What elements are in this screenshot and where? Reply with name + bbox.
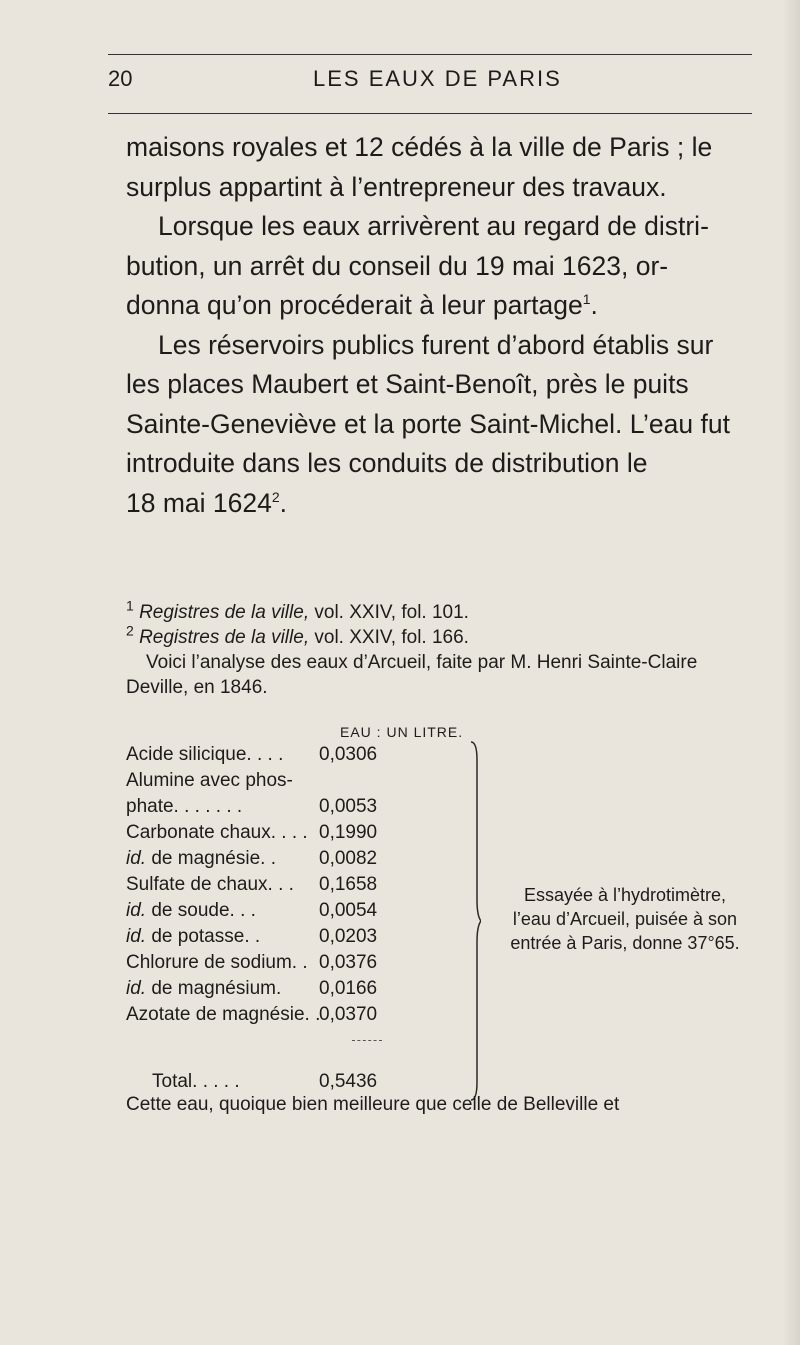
text-line: Lorsque les eaux arrivèrent au regard de distri- <box>158 211 709 241</box>
header-rule-bottom <box>108 113 752 114</box>
analysis-label: Alumine avec phos- <box>126 770 293 791</box>
analysis-value: 0,0166 <box>319 978 378 999</box>
side-note-line: l’eau d’Arcueil, puisée à son <box>512 909 738 929</box>
analysis-label: Azotate de magnésie. . <box>126 1004 321 1025</box>
analysis-row <box>126 846 466 872</box>
analysis-value: 0,0053 <box>319 796 378 817</box>
idem-abbrev: id. <box>126 978 147 999</box>
footnote-ref-text: vol. XXIV, fol. 101. <box>309 602 469 623</box>
text-line: maisons royales et 12 cédés à la ville de Paris ; le <box>126 132 713 162</box>
text-line: 18 mai 1624$^2$. <box>126 487 288 518</box>
idem-abbrev: id. <box>126 900 147 921</box>
analysis-table <box>126 742 466 1028</box>
text-line: introduite dans les conduits de distribution le <box>126 448 648 478</box>
total-value: 0,5436 <box>319 1071 378 1092</box>
total-row <box>152 1071 378 1093</box>
footnote-title: Registres de la ville, <box>139 627 310 648</box>
text-fragment: 18 mai 1624 <box>126 487 272 518</box>
analysis-row <box>126 742 466 768</box>
idem-abbrev: id. <box>126 926 147 947</box>
total-label: Total. . . . . <box>152 1071 240 1092</box>
text-line: surplus appartint à l’entrepreneur des travaux. <box>126 171 667 202</box>
footnote-ref-text: vol. XXIV, fol. 166. <box>309 627 469 648</box>
analysis-row <box>126 768 466 794</box>
continuation-text: Cette eau, quoique bien meilleure que celle de Belleville et <box>126 1094 620 1115</box>
text-line: bution, un arrêt du conseil du 19 mai 1623, or- <box>126 250 669 281</box>
analysis-value: 0,1990 <box>319 822 378 843</box>
footnotes <box>126 597 756 700</box>
text-line: donna qu’on procéderait à leur partage$^1$. <box>126 290 598 320</box>
text-line: Les réservoirs publics furent d’abord établis sur <box>158 329 714 360</box>
analysis-value: 0,0054 <box>319 900 378 921</box>
analysis-label: id. de potasse. . <box>126 926 261 947</box>
footnote-2 <box>126 622 756 650</box>
page-number: 20 <box>108 66 133 91</box>
text-line: les places Maubert et Saint-Benoît, près le puits <box>126 369 689 399</box>
analysis-label: Chlorure de sodium. . <box>126 952 308 973</box>
side-note-line: entrée à Paris, donne 37°65. <box>510 933 740 953</box>
page-header <box>108 66 748 102</box>
analysis-value: 0,1658 <box>319 874 378 895</box>
sum-rule <box>352 1040 382 1041</box>
analysis-row <box>126 820 466 846</box>
analysis-column-header: EAU : UN LITRE. <box>340 724 464 740</box>
analysis-row <box>126 924 466 950</box>
text-fragment: donna qu’on procéderait à leur partage <box>126 290 583 320</box>
analysis-value: 0,0306 <box>319 744 378 765</box>
footnote-mark: 1 <box>126 597 134 614</box>
analysis-row <box>126 950 466 976</box>
footnote-ref: 2 <box>271 488 280 505</box>
analysis-label: id. de soude. . . <box>126 900 256 921</box>
analysis-row <box>126 794 466 820</box>
analysis-label: phate. . . . . . . <box>126 796 243 817</box>
analysis-intro: Voici l’analyse des eaux d’Arcueil, faite par M. Henri Sainte-Claire Deville, en 1846. <box>126 652 698 698</box>
running-title: LES EAUX DE PARIS <box>313 66 562 91</box>
footnote-1 <box>126 597 756 625</box>
analysis-label: Acide silicique. . . . <box>126 744 284 765</box>
analysis-row <box>126 872 466 898</box>
header-rule-top <box>108 54 752 55</box>
idem-abbrev: id. <box>126 848 147 869</box>
analysis-row <box>126 898 466 924</box>
hydrotimeter-note <box>490 883 760 955</box>
analysis-label: id. de magnésie. . <box>126 848 276 869</box>
side-note-line: Essayée à l’hydrotimètre, <box>523 885 727 905</box>
analysis-row <box>126 976 466 1002</box>
page-edge-shadow <box>782 0 800 1345</box>
main-text <box>126 128 756 523</box>
analysis-label: Sulfate de chaux. . . <box>126 874 294 895</box>
analysis-value: 0,0203 <box>319 926 378 947</box>
footnote-ref: 1 <box>582 291 591 308</box>
analysis-label: Carbonate chaux. . . . <box>126 822 308 843</box>
text-line: Sainte-Geneviève et la porte Saint-Michel. L’eau fut <box>126 408 730 439</box>
analysis-value: 0,0370 <box>319 1004 378 1025</box>
footnote-title: Registres de la ville, <box>139 602 310 623</box>
brace-icon <box>469 740 481 1102</box>
footnote-mark: 2 <box>126 622 134 639</box>
analysis-value: 0,0082 <box>319 848 378 869</box>
analysis-value: 0,0376 <box>319 952 378 973</box>
analysis-label: id. de magnésium. <box>126 978 282 999</box>
analysis-row <box>126 1002 466 1028</box>
